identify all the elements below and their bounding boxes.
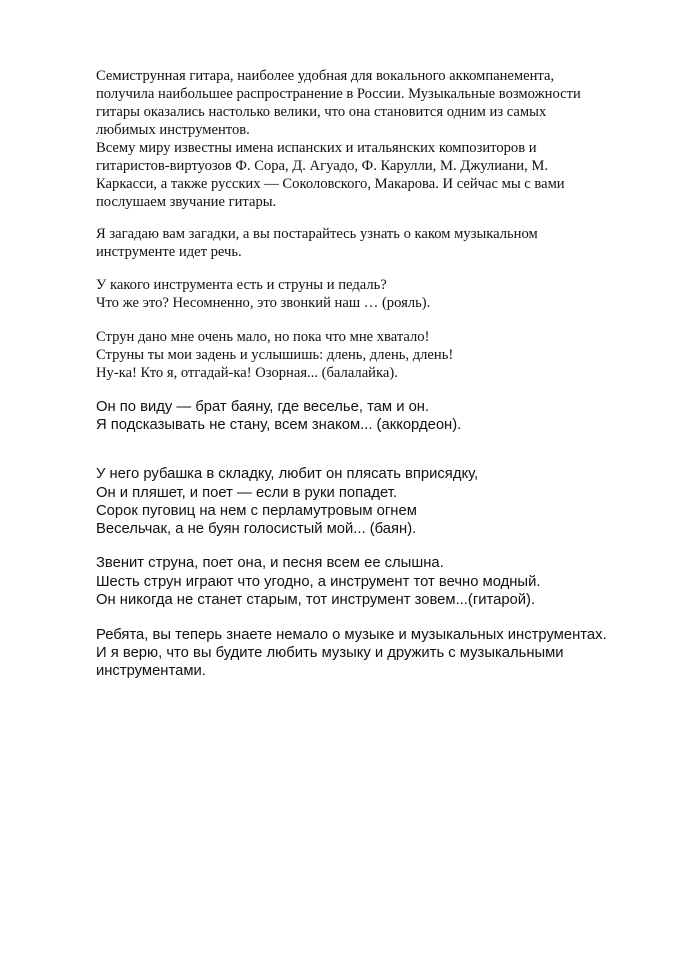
riddles-intro-line: инструменте идет речь. xyxy=(96,244,242,260)
riddle-bayan-line: У него рубашка в складку, любит он плясать вприсядку, xyxy=(96,466,479,482)
riddle-accordion-line: Он по виду — брат баяну, где веселье, там и он. xyxy=(96,399,430,415)
riddle-guitar-line: Шесть струн играют что угодно, а инструмент тот вечно модный. xyxy=(96,574,541,590)
intro-line: любимых инструментов. xyxy=(96,122,250,138)
riddle-balalaika-line: Ну-ка! Кто я, отгадай-ка! Озорная... (балалайка). xyxy=(96,365,398,381)
intro-line: Каркасси, а также русских — Соколовского, Макарова. И сейчас мы с вами xyxy=(96,176,565,192)
intro-line: гитаристов-виртуозов Ф. Сора, Д. Агуадо, Ф. Карулли, М. Джулиани, М. xyxy=(96,158,549,174)
riddle-piano-line: Что же это? Несомненно, это звонкий наш … (рояль). xyxy=(96,295,431,311)
riddles-intro-line: Я загадаю вам загадки, а вы постарайтесь узнать о каком музыкальном xyxy=(96,226,538,242)
riddle-bayan-line: Весельчак, а не буян голосистый мой... (баян). xyxy=(96,521,417,537)
intro-line: Семиструнная гитара, наиболее удобная для вокального аккомпанемента, xyxy=(96,68,555,84)
intro-line: послушаем звучание гитары. xyxy=(96,194,277,210)
intro-line: Всему миру известны имена испанских и итальянских композиторов и xyxy=(96,140,537,156)
riddle-accordion-line: Я подсказывать не стану, всем знаком... (аккордеон). xyxy=(96,417,462,433)
conclusion-line: И я верю, что вы будите любить музыку и дружить с музыкальными xyxy=(96,645,564,661)
riddle-guitar-line: Он никогда не станет старым, тот инструмент зовем...(гитарой). xyxy=(96,592,536,608)
riddle-balalaika-line: Струн дано мне очень мало, но пока что мне хватало! xyxy=(96,329,430,345)
riddle-bayan-line: Он и пляшет, и поет — если в руки попадет. xyxy=(96,485,397,501)
riddle-balalaika-line: Струны ты мои задень и услышишь: длень, длень, длень! xyxy=(96,347,454,363)
riddle-piano-line: У какого инструмента есть и струны и педаль? xyxy=(96,277,387,293)
conclusion-line: Ребята, вы теперь знаете немало о музыке и музыкальных инструментах. xyxy=(96,627,607,643)
riddle-guitar-line: Звенит струна, поет она, и песня всем ее слышна. xyxy=(96,555,444,571)
intro-line: получила наибольшее распространение в России. Музыкальные возможности xyxy=(96,86,581,102)
intro-line: гитары оказались настолько велики, что она становится одним из самых xyxy=(96,104,547,120)
conclusion-line: инструментами. xyxy=(96,663,206,679)
riddle-bayan-line: Сорок пуговиц на нем с перламутровым огнем xyxy=(96,503,417,519)
